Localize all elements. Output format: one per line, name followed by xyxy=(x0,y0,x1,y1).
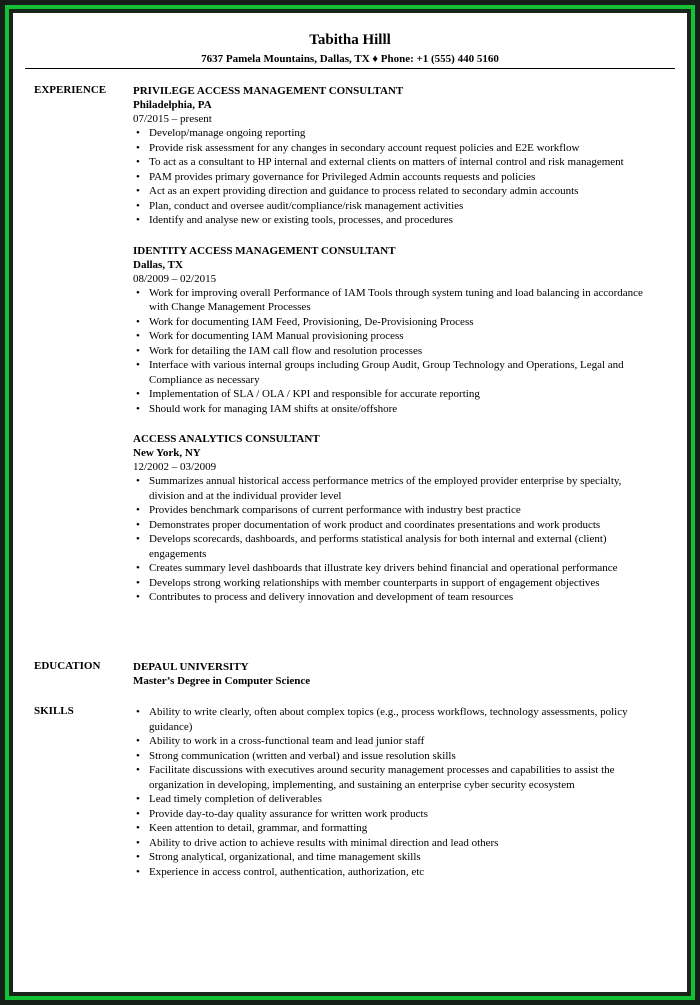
list-item: • Strong analytical, organizational, and time management skills xyxy=(133,850,653,865)
header-divider xyxy=(25,68,675,69)
job-title: IDENTITY ACCESS MANAGEMENT CONSULTANT xyxy=(133,244,396,257)
list-item: • Strong communication (written and verbal) and issue resolution skills xyxy=(133,749,653,764)
experience-section xyxy=(133,84,653,621)
experience-label: EXPERIENCE xyxy=(34,84,107,96)
list-item: • Work for documenting IAM Feed, Provisioning, De-Provisioning Process xyxy=(133,315,653,330)
list-item: • Work for improving overall Performance of IAM Tools through system tuning and load balancing in accordance with Change Management Processes xyxy=(133,286,653,315)
list-item: • Work for documenting IAM Manual provisioning process xyxy=(133,329,653,344)
job-entry xyxy=(133,244,653,417)
list-item: • Provide risk assessment for any changes in secondary account request policies and E2E workflow xyxy=(133,141,653,156)
list-item: • Identify and analyse new or existing tools, processes, and procedures xyxy=(133,213,653,228)
degree-name: Master’s Degree in Computer Science xyxy=(133,675,311,687)
list-item: • Provide day-to-day quality assurance for written work products xyxy=(133,807,653,822)
job-location: Dallas, TX xyxy=(133,258,183,271)
list-item: • Ability to write clearly, often about complex topics (e.g., process workflows, technology assessments, policy guidance) xyxy=(133,705,653,734)
resume-page xyxy=(13,13,687,992)
job-dates: 07/2015 – present xyxy=(133,113,212,125)
job-entry xyxy=(133,432,653,605)
list-item: • Contributes to process and delivery innovation and development of team resources xyxy=(133,590,653,605)
list-item: • Interface with various internal groups including Group Audit, Group Technology and Operations, Legal and Compliance as necessary xyxy=(133,358,653,387)
job-bullets xyxy=(133,474,653,605)
contact-line: 7637 Pamela Mountains, Dallas, TX ♦ Phone: +1 (555) 440 5160 xyxy=(201,53,499,65)
list-item: • Develops scorecards, dashboards, and performs statistical analysis for both internal and external (client) engagements xyxy=(133,532,653,561)
list-item: • Provides benchmark comparisons of current performance with industry best practice xyxy=(133,503,653,518)
list-item: • Work for detailing the IAM call flow and resolution processes xyxy=(133,344,653,359)
job-bullets xyxy=(133,126,653,228)
list-item: • Act as an expert providing direction and guidance to process related to secondary admin accounts xyxy=(133,184,653,199)
list-item: • Creates summary level dashboards that illustrate key drivers behind financial and operational performance xyxy=(133,561,653,576)
list-item: • To act as a consultant to HP internal and external clients on matters of internal control and risk management xyxy=(133,155,653,170)
skills-list xyxy=(133,705,653,879)
education-section xyxy=(133,660,653,688)
education-label: EDUCATION xyxy=(34,660,101,672)
list-item: • Demonstrates proper documentation of work product and coordinates presentations and work products xyxy=(133,518,653,533)
job-location: New York, NY xyxy=(133,447,201,459)
job-bullets xyxy=(133,286,653,417)
job-title: ACCESS ANALYTICS CONSULTANT xyxy=(133,433,320,445)
job-title: PRIVILEGE ACCESS MANAGEMENT CONSULTANT xyxy=(133,85,404,97)
job-dates: 08/2009 – 02/2015 xyxy=(133,272,217,285)
list-item: • Plan, conduct and oversee audit/compliance/risk management activities xyxy=(133,199,653,214)
skills-label: SKILLS xyxy=(34,705,74,717)
list-item: • Should work for managing IAM shifts at onsite/offshore xyxy=(133,402,653,417)
list-item: • Implementation of SLA / OLA / KPI and responsible for accurate reporting xyxy=(133,387,653,402)
list-item: • Lead timely completion of deliverables xyxy=(133,792,653,807)
list-item: • Develop/manage ongoing reporting xyxy=(133,126,653,141)
list-item: • Experience in access control, authentication, authorization, etc xyxy=(133,865,653,880)
skills-section xyxy=(133,705,653,879)
list-item: • Keen attention to detail, grammar, and formatting xyxy=(133,821,653,836)
list-item: • Summarizes annual historical access performance metrics of the employed provider enterprise by specialty, division and at the individual provider level xyxy=(133,474,653,503)
list-item: • PAM provides primary governance for Privileged Admin accounts requests and policies xyxy=(133,170,653,185)
list-item: • Facilitate discussions with executives around security management processes and capabilities to assist the organization in developing, implementing, and sustaining an enterprise cyber security ecosystem xyxy=(133,763,653,792)
job-location: Philadelphia, PA xyxy=(133,99,212,111)
list-item: • Develops strong working relationships with member counterparts in support of engagement objectives xyxy=(133,576,653,591)
list-item: • Ability to work in a cross-functional team and lead junior staff xyxy=(133,734,653,749)
list-item: • Ability to drive action to achieve results with minimal direction and lead others xyxy=(133,836,653,851)
candidate-name: Tabitha Hilll xyxy=(309,32,391,48)
school-name: DEPAUL UNIVERSITY xyxy=(133,661,249,673)
job-dates: 12/2002 – 03/2009 xyxy=(133,461,217,473)
job-entry xyxy=(133,84,653,228)
